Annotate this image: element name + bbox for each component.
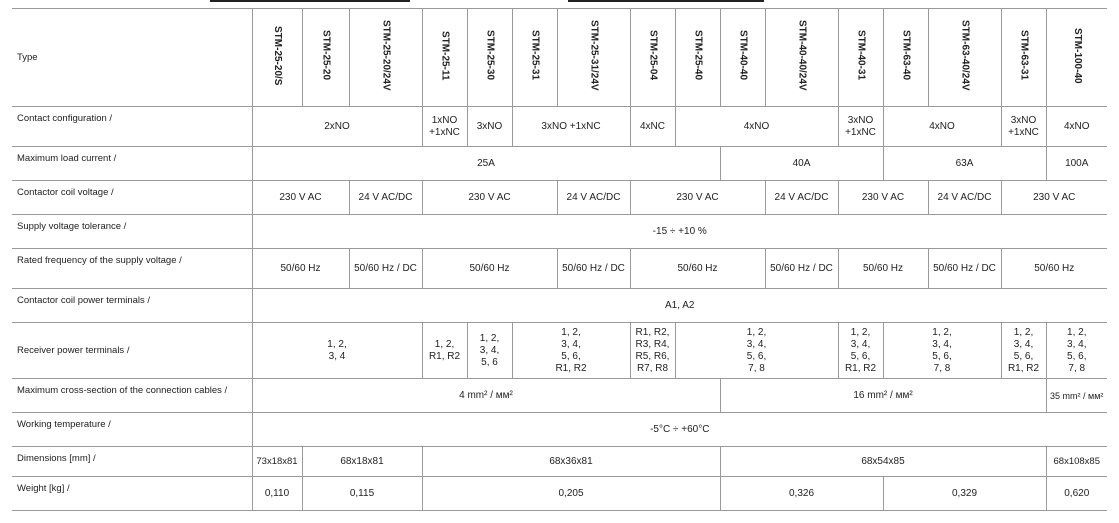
table-cell: 230 V AC <box>252 181 349 215</box>
model-header <box>467 9 512 107</box>
model-name: STM-63-40 <box>900 30 912 81</box>
model-header <box>720 9 765 107</box>
table-row <box>12 413 1107 447</box>
model-header <box>252 9 302 107</box>
table-cell: 0,620 <box>1046 477 1107 511</box>
table-cell: 16 mm² / мм² <box>720 379 1046 413</box>
table-cell: 63A <box>883 147 1046 181</box>
row-label: Maximum load current / <box>12 147 252 181</box>
table-row <box>12 181 1107 215</box>
model-name: STM-25-11 <box>439 30 451 81</box>
table-row <box>12 249 1107 289</box>
table-cell: 100A <box>1046 147 1107 181</box>
table-cell: 50/60 Hz / DC <box>928 249 1001 289</box>
table-cell: 50/60 Hz <box>1001 249 1107 289</box>
model-name: STM-25-31 <box>529 30 541 81</box>
type-label: Type <box>12 9 252 107</box>
model-name: STM-40-40 <box>737 30 749 81</box>
table-cell: 50/60 Hz <box>422 249 557 289</box>
row-label: Dimensions [mm] / <box>12 447 252 477</box>
table-cell: 73x18x81 <box>252 447 302 477</box>
row-label: Contactor coil voltage / <box>12 181 252 215</box>
table-cell: 1, 2, 3, 4, 5, 6, R1, R2 <box>512 323 630 379</box>
model-name: STM-40-40/24V <box>796 20 808 91</box>
table-cell: 1, 2, 3, 4, 5, 6, R1, R2 <box>838 323 883 379</box>
row-label: Receiver power terminals / <box>12 323 252 379</box>
table-cell: 68x54x85 <box>720 447 1046 477</box>
table-cell: 50/60 Hz <box>838 249 928 289</box>
table-cell: 230 V AC <box>630 181 765 215</box>
model-header <box>675 9 720 107</box>
table-row <box>12 215 1107 249</box>
table-cell: 0,329 <box>883 477 1046 511</box>
table-cell: 50/60 Hz / DC <box>557 249 630 289</box>
table-cell: 3xNO +1xNC <box>512 107 630 147</box>
table-row <box>12 147 1107 181</box>
model-header <box>302 9 349 107</box>
row-label: Working temperature / <box>12 413 252 447</box>
table-cell: 68x18x81 <box>302 447 422 477</box>
top-divider-right <box>568 0 764 2</box>
table-cell: 230 V AC <box>838 181 928 215</box>
table-cell: 1, 2, 3, 4, 5, 6, 7, 8 <box>1046 323 1107 379</box>
table-row <box>12 289 1107 323</box>
model-header <box>883 9 928 107</box>
model-header <box>765 9 838 107</box>
table-cell: 4 mm² / мм² <box>252 379 720 413</box>
table-cell: 230 V AC <box>1001 181 1107 215</box>
model-name: STM-63-40/24V <box>959 20 971 91</box>
table-cell: 1, 2, 3, 4 <box>252 323 422 379</box>
table-cell: 24 V AC/DC <box>349 181 422 215</box>
table-cell: 1, 2, R1, R2 <box>422 323 467 379</box>
model-name: STM-25-04 <box>647 30 659 81</box>
table-cell: 1, 2, 3, 4, 5, 6 <box>467 323 512 379</box>
table-cell: 24 V AC/DC <box>557 181 630 215</box>
table-cell: 50/60 Hz / DC <box>765 249 838 289</box>
table-cell: 50/60 Hz / DC <box>349 249 422 289</box>
table-cell: 40A <box>720 147 883 181</box>
table-cell: 0,115 <box>302 477 422 511</box>
table-cell: 25A <box>252 147 720 181</box>
table-cell: 3xNO +1xNC <box>838 107 883 147</box>
model-name: STM-25-20 <box>320 30 332 81</box>
table-row <box>12 107 1107 147</box>
model-name: STM-100-40 <box>1071 27 1083 84</box>
model-header <box>512 9 557 107</box>
table-cell: 3xNO +1xNC <box>1001 107 1046 147</box>
table-cell: 24 V AC/DC <box>765 181 838 215</box>
model-name: STM-25-20/24V <box>380 20 392 91</box>
table-cell: 1xNO +1xNC <box>422 107 467 147</box>
table-cell: 24 V AC/DC <box>928 181 1001 215</box>
header-row <box>12 9 1107 107</box>
table-cell: 0,326 <box>720 477 883 511</box>
row-label: Weight [kg] / <box>12 477 252 511</box>
table-cell: 4xNO <box>883 107 1001 147</box>
table-cell: 68x36x81 <box>422 447 720 477</box>
model-name: STM-40-31 <box>855 30 867 81</box>
table-cell: 1, 2, 3, 4, 5, 6, 7, 8 <box>675 323 838 379</box>
top-divider-left <box>210 0 410 2</box>
table-cell: 3xNO <box>467 107 512 147</box>
table-row <box>12 477 1107 511</box>
table-cell: A1, A2 <box>252 289 1107 323</box>
table-row <box>12 447 1107 477</box>
table-cell: 50/60 Hz <box>252 249 349 289</box>
table-cell: 0,110 <box>252 477 302 511</box>
model-name: STM-25-31/24V <box>588 20 600 91</box>
row-label: Contactor coil power terminals / <box>12 289 252 323</box>
table-cell: 4xNO <box>1046 107 1107 147</box>
table-cell: 4xNC <box>630 107 675 147</box>
model-header <box>928 9 1001 107</box>
table-cell: -15 ÷ +10 % <box>252 215 1107 249</box>
table-cell: 35 mm² / мм² <box>1046 379 1107 413</box>
table-cell: 2xNO <box>252 107 422 147</box>
specification-table <box>12 8 1107 511</box>
table-cell: 0,205 <box>422 477 720 511</box>
model-name: STM-25-20/S <box>272 25 283 86</box>
table-row <box>12 379 1107 413</box>
model-header <box>557 9 630 107</box>
row-label: Rated frequency of the supply voltage / <box>12 249 252 289</box>
table-cell: -5°C ÷ +60°C <box>252 413 1107 447</box>
table-cell: 50/60 Hz <box>630 249 765 289</box>
model-name: STM-63-31 <box>1018 30 1030 81</box>
row-label: Maximum cross-section of the connection cables / <box>12 379 252 413</box>
model-header <box>838 9 883 107</box>
model-header <box>422 9 467 107</box>
table-cell: 1, 2, 3, 4, 5, 6, 7, 8 <box>883 323 1001 379</box>
table-row <box>12 323 1107 379</box>
model-header <box>349 9 422 107</box>
model-header <box>1046 9 1107 107</box>
row-label: Contact configuration / <box>12 107 252 147</box>
table-cell: 1, 2, 3, 4, 5, 6, R1, R2 <box>1001 323 1046 379</box>
table-cell: 230 V AC <box>422 181 557 215</box>
model-header <box>630 9 675 107</box>
model-name: STM-25-40 <box>692 30 704 81</box>
table-cell: 4xNO <box>675 107 838 147</box>
model-name: STM-25-30 <box>484 30 496 81</box>
table-cell: R1, R2, R3, R4, R5, R6, R7, R8 <box>630 323 675 379</box>
table-cell: 68x108x85 <box>1046 447 1107 477</box>
row-label: Supply voltage tolerance / <box>12 215 252 249</box>
model-header <box>1001 9 1046 107</box>
